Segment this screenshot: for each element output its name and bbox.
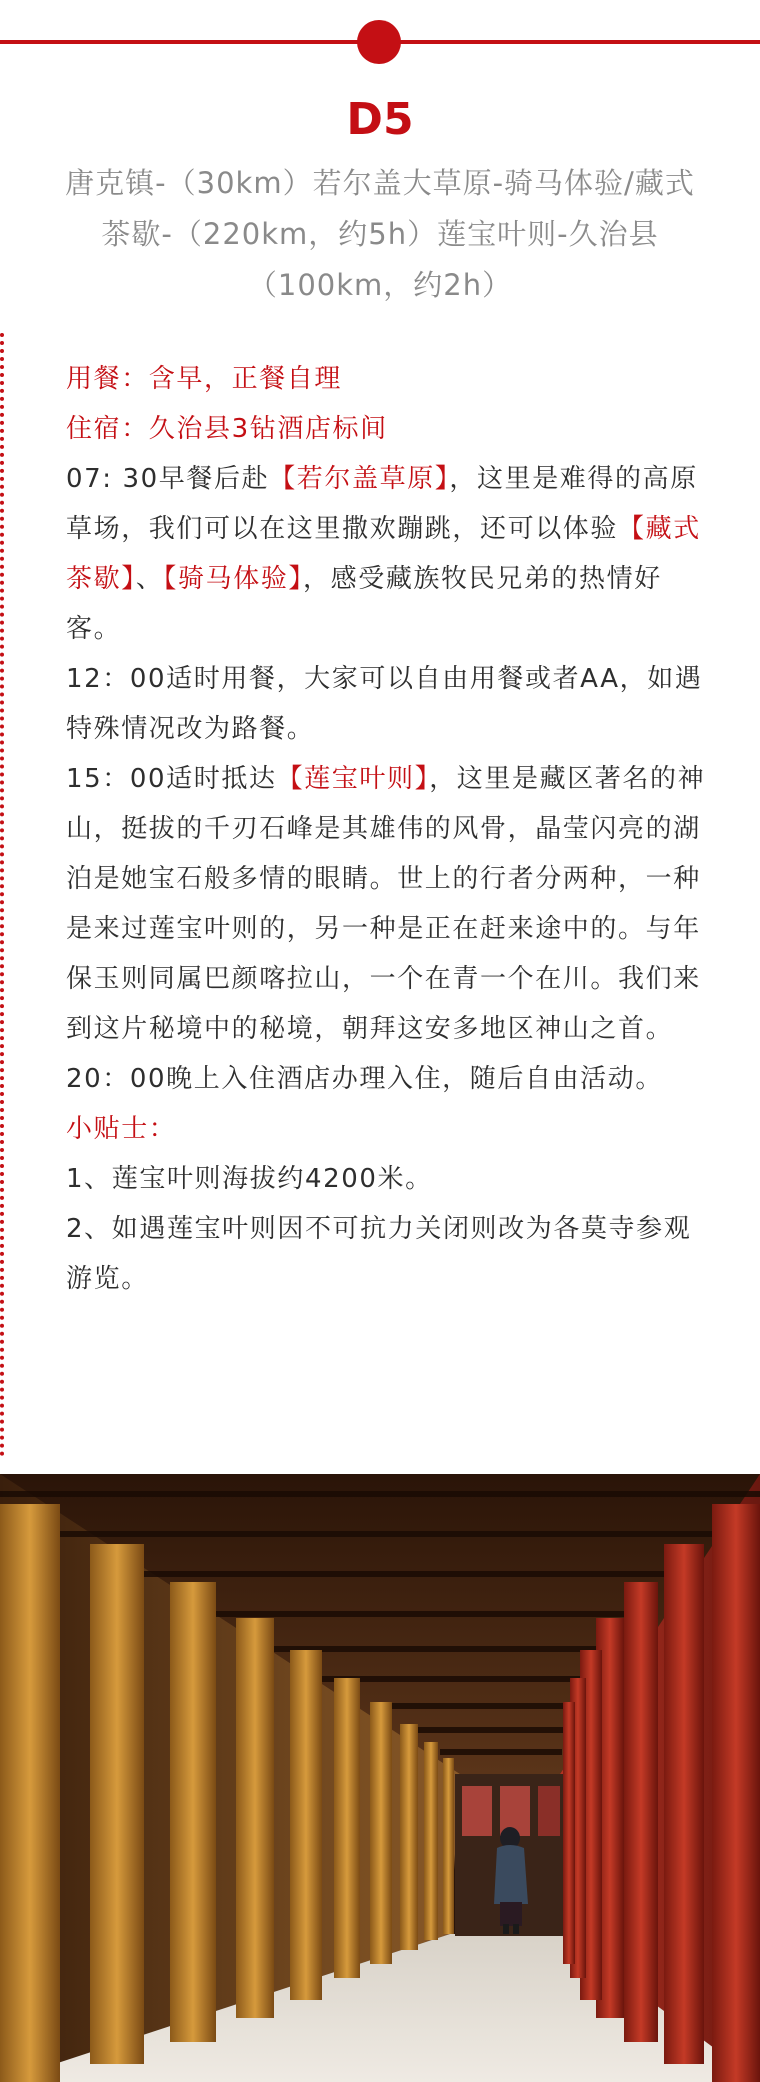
highlight-lianbao-yeze: 【莲宝叶则】 xyxy=(276,764,430,794)
time-text: 15：00适时抵达 xyxy=(66,764,277,794)
itinerary-paragraph-afternoon xyxy=(66,754,706,1054)
time-text: 07: 30早餐后赴 xyxy=(66,464,270,494)
description-text: ，感受藏族牧民兄弟的热情好客。 xyxy=(66,564,662,644)
meals-info: 用餐：含早，正餐自理 xyxy=(66,364,343,394)
tip-item: 1、莲宝叶则海拔约4200米。 xyxy=(66,1164,433,1194)
description-text: ，这里是藏区著名的神山，挺拔的千刃石峰是其雄伟的风骨，晶莹闪亮的湖泊是她宝石般多情的眼睛。世上的行者分两种，一种是来过莲宝叶则的，另一种是正在赶来途中的。与年保玉则同属巴颜喀拉山，一个在青一个在川。我们来到这片秘境中的秘境，朝拜这安多地区神山之首。 xyxy=(66,764,706,1044)
highlight-horse-riding: 【骑马体验】 xyxy=(163,564,304,594)
itinerary-paragraph-evening: 20：00晚上入住酒店办理入住，随后自由活动。 xyxy=(66,1064,663,1094)
description-text: ，这里是难得的高原草场，我们可以在这里撒欢蹦跳，还可以体验 xyxy=(66,464,698,544)
divider-dot xyxy=(357,20,401,64)
separator-text: 、 xyxy=(135,564,164,594)
route-description: 唐克镇-（30km）若尔盖大草原-骑马体验/藏式茶歇-（220km，约5h）莲宝叶则-久治县（100km，约2h） xyxy=(65,166,695,302)
itinerary-paragraph-noon: 12：00适时用餐，大家可以自由用餐或者AA，如遇特殊情况改为路餐。 xyxy=(66,664,703,744)
dotted-side-border xyxy=(0,333,4,1457)
tips-title: 小贴士： xyxy=(66,1114,177,1144)
hotel-info: 住宿：久治县3钻酒店标间 xyxy=(66,414,388,444)
tip-item: 2、如遇莲宝叶则因不可抗力关闭则改为各莫寺参观游览。 xyxy=(66,1214,692,1294)
highlight-tea-break: 【藏式茶歇】 xyxy=(66,514,701,594)
itinerary-paragraph-morning xyxy=(66,454,706,654)
day-title: D5 xyxy=(346,94,414,145)
itinerary-content xyxy=(66,354,706,1304)
monastery-corridor-photo xyxy=(0,1474,760,2082)
highlight-grassland: 【若尔盖草原】 xyxy=(269,464,450,494)
